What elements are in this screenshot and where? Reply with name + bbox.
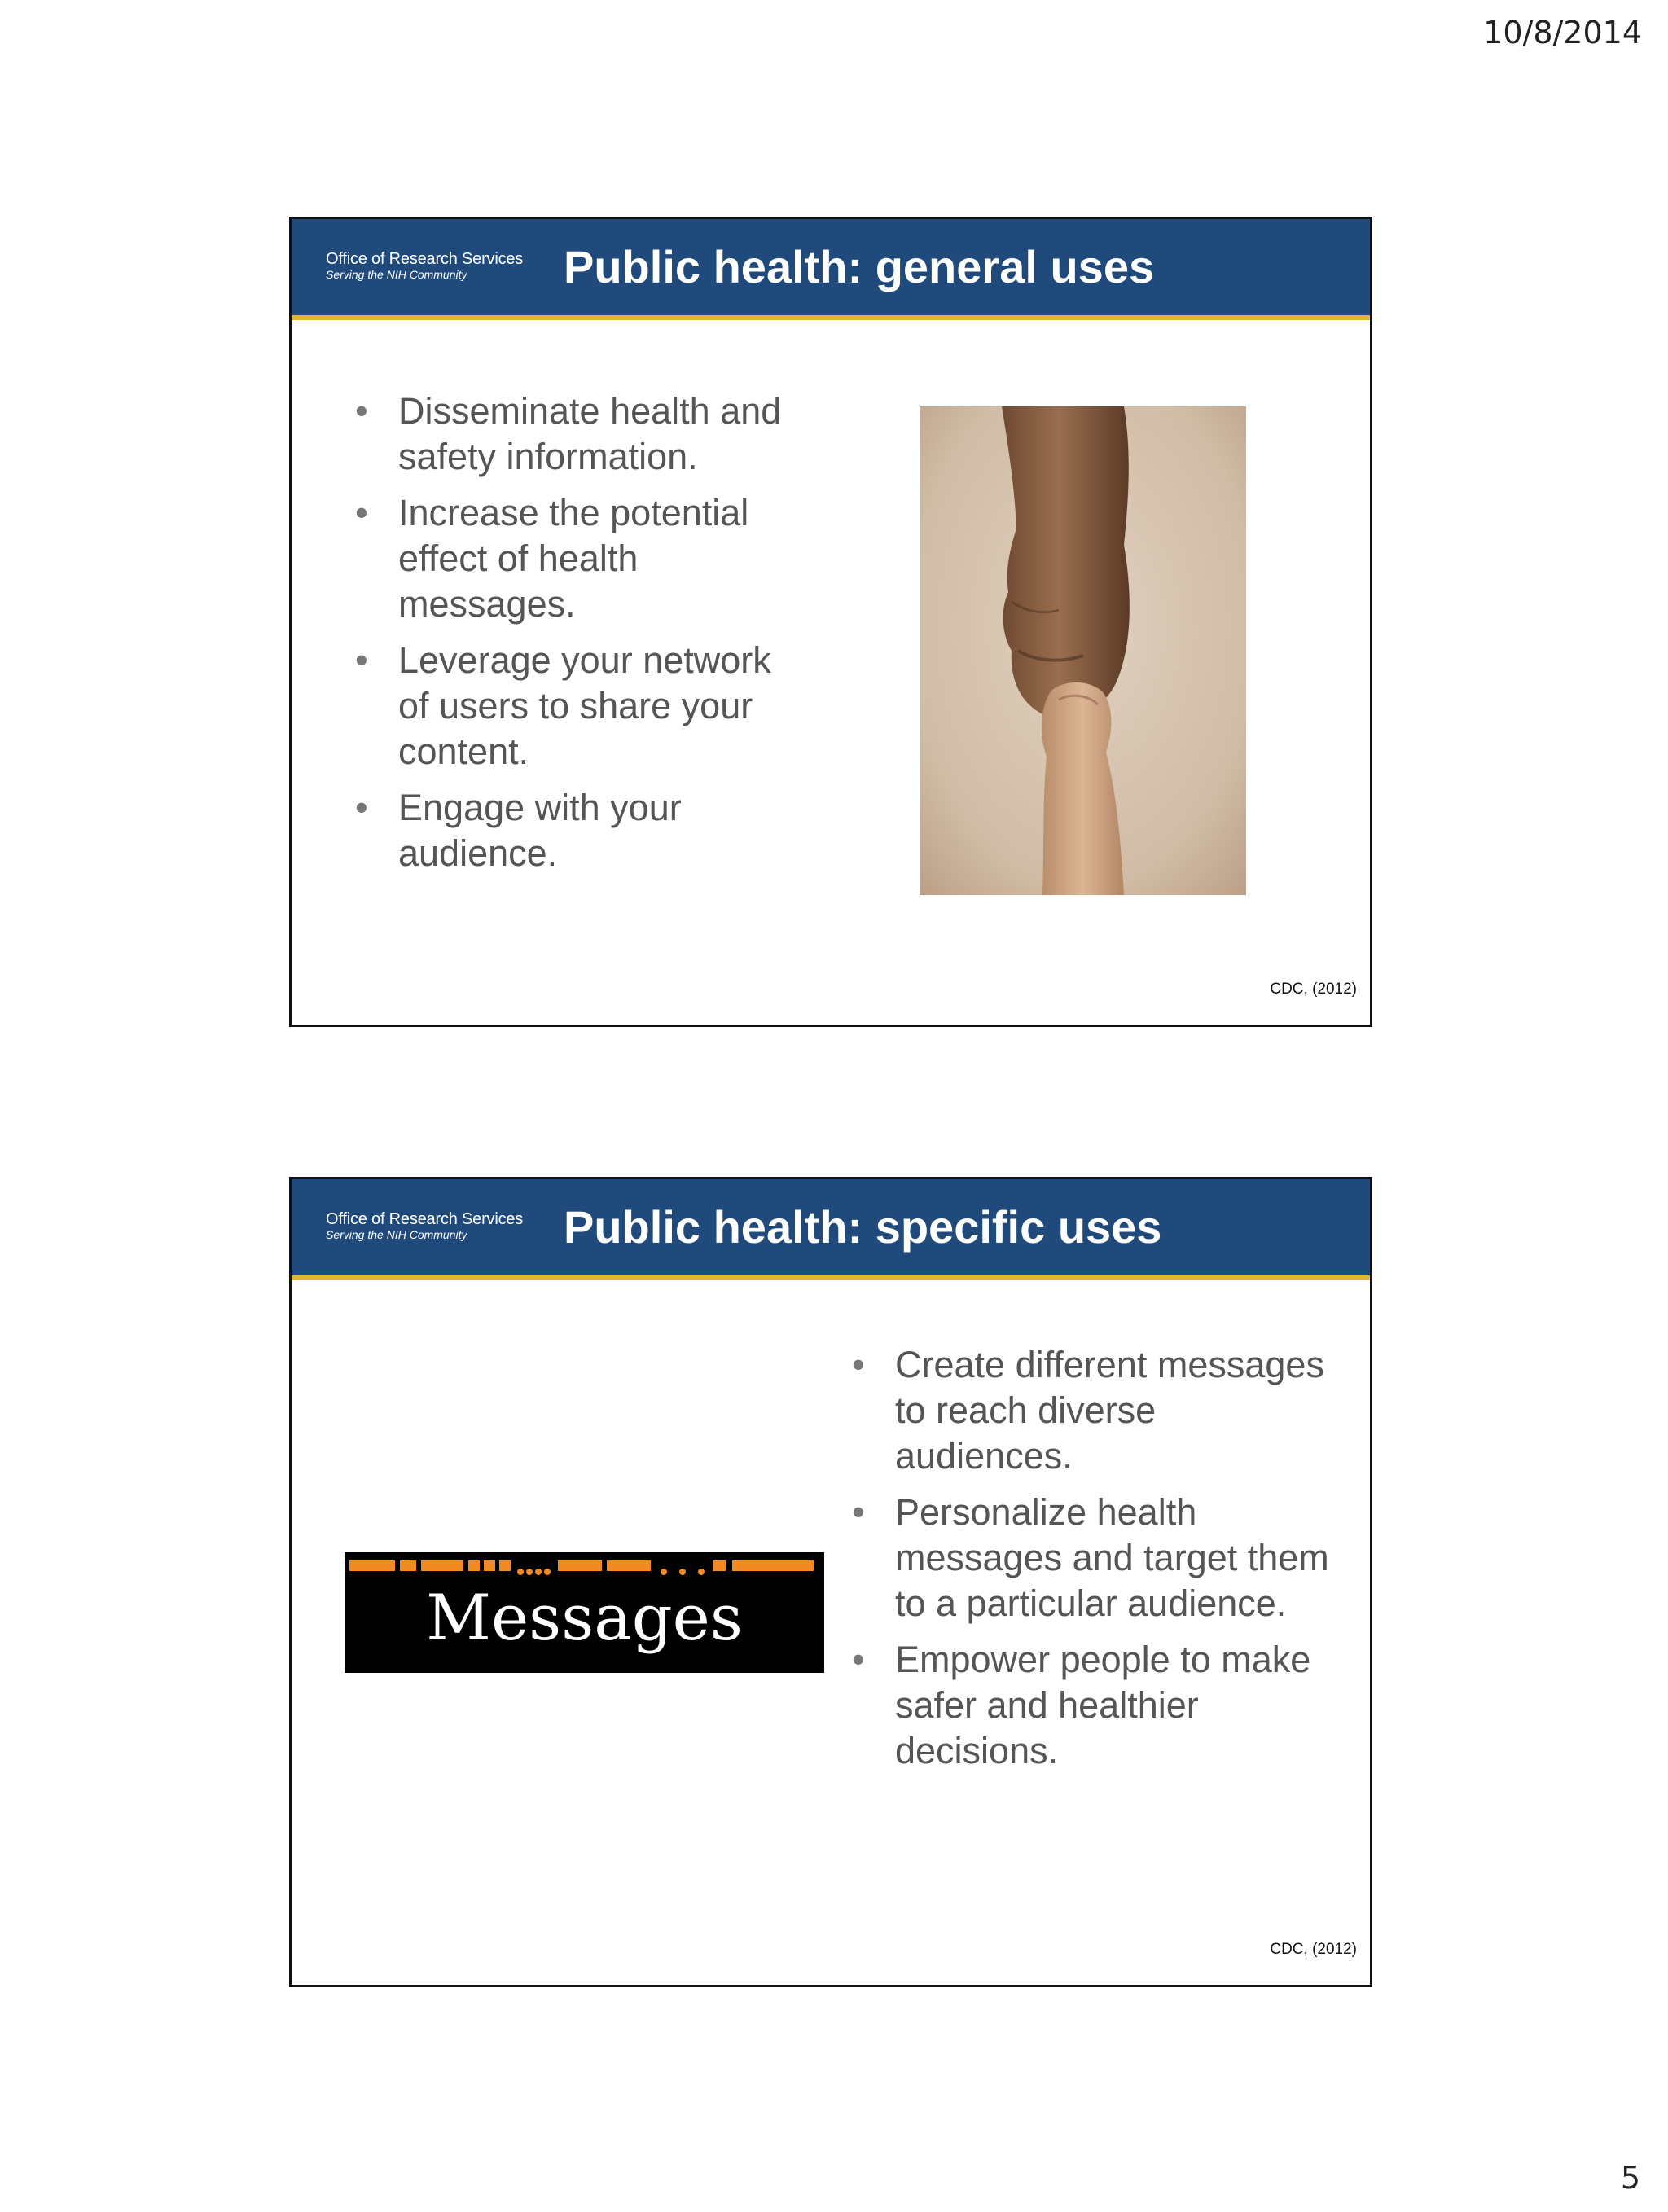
messages-logo (345, 1552, 824, 1673)
slide-specific-uses (289, 1177, 1372, 1987)
bullet-list (355, 388, 811, 887)
slide-title: Public health: general uses (564, 241, 1155, 292)
slide-general-uses (289, 217, 1372, 1027)
morse-bar-icon (345, 1552, 824, 1585)
citation: CDC, (2012) (1270, 981, 1357, 998)
bullet-item: • Empower people to make safer and healthier decisions. (852, 1637, 1341, 1774)
bullet-item: • Increase the potential effect of health messages. (355, 490, 811, 627)
bullet-list (852, 1342, 1341, 1784)
page-date: 10/8/2014 (1483, 15, 1642, 50)
org-tagline: Serving the NIH Community (326, 1228, 467, 1241)
bullet-item: • Leverage your network of users to share your content. (355, 638, 811, 775)
bullet-item: • Disseminate health and safety information. (355, 388, 811, 480)
hands-photo (920, 406, 1246, 895)
slide-header (292, 1179, 1370, 1280)
slide-title: Public health: specific uses (564, 1201, 1162, 1253)
citation: CDC, (2012) (1270, 1941, 1357, 1958)
bullet-item: • Personalize health messages and target them to a particular audience. (852, 1490, 1341, 1626)
org-tagline: Serving the NIH Community (326, 268, 467, 281)
org-name: Office of Research Services (326, 250, 524, 268)
org-logo (326, 1210, 523, 1241)
org-logo (326, 250, 523, 281)
slide-header (292, 219, 1370, 320)
logo-word: Messages (426, 1582, 743, 1655)
bullet-item: • Create different messages to reach diverse audiences. (852, 1342, 1341, 1479)
org-name: Office of Research Services (326, 1210, 524, 1228)
bullet-item: • Engage with your audience. (355, 785, 811, 876)
page-number: 5 (1620, 2160, 1640, 2196)
